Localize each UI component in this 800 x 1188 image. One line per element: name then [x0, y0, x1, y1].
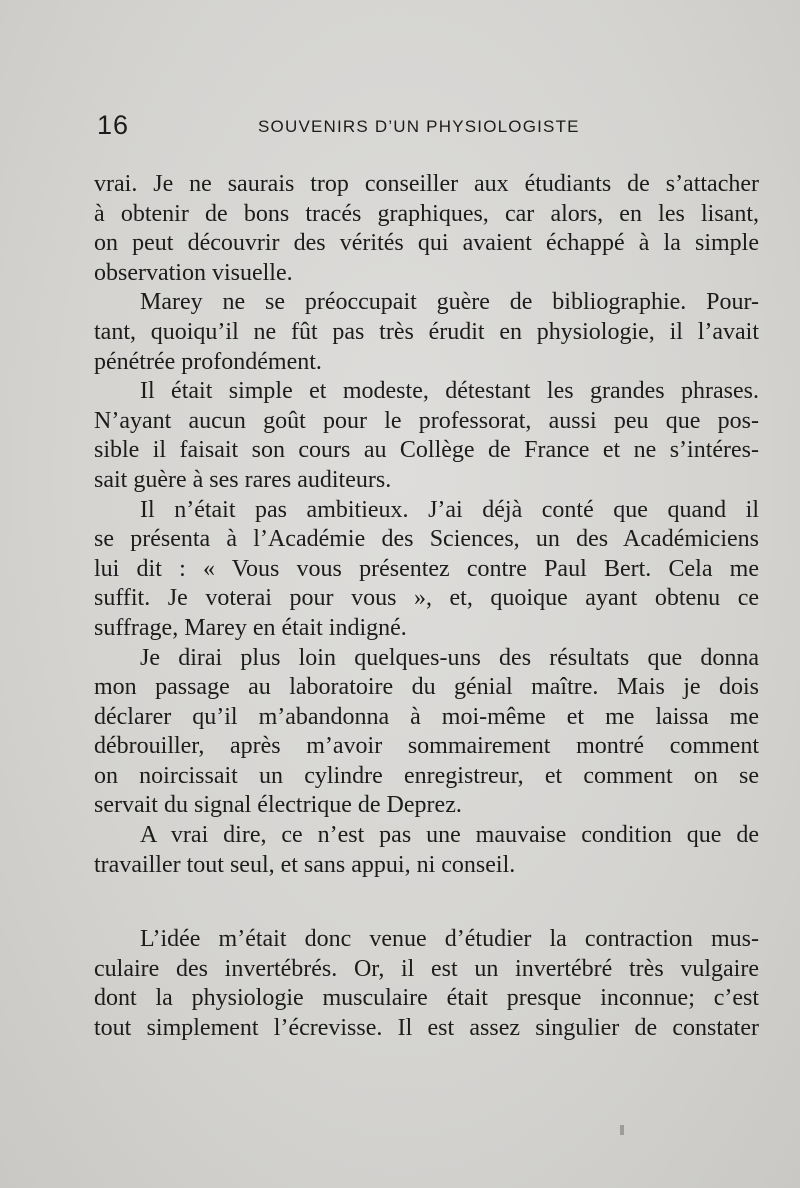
- paragraph-start-line: L’idée m’était donc venue d’étudier la contraction mus-: [140, 926, 759, 952]
- text-line: on peut découvrir des vérités qui avaient échappé à la simple: [94, 230, 759, 257]
- text-line: travailler tout seul, et sans appui, ni conseil.: [94, 851, 516, 878]
- text-line: pénétrée profondément.: [94, 348, 322, 375]
- text-line: sait guère à ses rares auditeurs.: [94, 466, 392, 493]
- text-line: lui dit : « Vous vous présentez contre Paul Bert. Cela me: [94, 555, 759, 582]
- text-line: tout simplement l’écrevisse. Il est assez singulier de constater: [94, 1014, 759, 1041]
- paragraph-start-line: Je dirai plus loin quelques-uns des résultats que donna: [140, 644, 759, 671]
- text-line: dont la physiologie musculaire était presque inconnue; c’est: [94, 985, 759, 1012]
- body-text-block-1: [94, 170, 759, 880]
- paragraph-start-line: Marey ne se préoccupait guère de bibliographie. Pour-: [140, 289, 759, 316]
- print-speck: [620, 1125, 624, 1135]
- text-line: tant, quoiqu’il ne fût pas très érudit en physiologie, il l’avait: [94, 318, 759, 345]
- text-line: déclarer qu’il m’abandonna à moi-même et me laissa me: [94, 703, 759, 730]
- paragraph-start-line: Il était simple et modeste, détestant les grandes phrases.: [140, 378, 759, 405]
- text-line: débrouiller, après m’avoir sommairement montré comment: [94, 733, 759, 760]
- page-number: 16: [97, 110, 130, 140]
- text-line: à obtenir de bons tracés graphiques, car alors, en les lisant,: [94, 200, 759, 227]
- text-line: sible il faisait son cours au Collège de France et ne s’intéres-: [94, 437, 759, 464]
- text-line: observation visuelle.: [94, 259, 293, 286]
- body-text-block-2: [94, 925, 759, 1043]
- text-line: mon passage au laboratoire du génial maître. Mais je dois: [94, 674, 759, 701]
- paragraph-start-line: A vrai dire, ce n’est pas une mauvaise condition que de: [140, 822, 759, 849]
- text-line: se présenta à l’Académie des Sciences, un des Académiciens: [94, 526, 759, 553]
- text-line: servait du signal électrique de Deprez.: [94, 792, 462, 819]
- running-title: SOUVENIRS D’UN PHYSIOLOGISTE: [258, 117, 580, 136]
- text-line: culaire des invertébrés. Or, il est un invertébré très vulgaire: [94, 955, 759, 982]
- text-line: suffrage, Marey en était indigné.: [94, 614, 407, 641]
- paragraph-start-line: Il n’était pas ambitieux. J’ai déjà conté que quand il: [140, 496, 759, 523]
- text-line: on noircissait un cylindre enregistreur, et comment on se: [94, 762, 759, 789]
- text-line: N’ayant aucun goût pour le professorat, aussi peu que pos-: [94, 407, 759, 434]
- text-line: vrai. Je ne saurais trop conseiller aux étudiants de s’attacher: [94, 171, 759, 197]
- text-line: suffit. Je voterai pour vous », et, quoique ayant obtenu ce: [94, 585, 759, 612]
